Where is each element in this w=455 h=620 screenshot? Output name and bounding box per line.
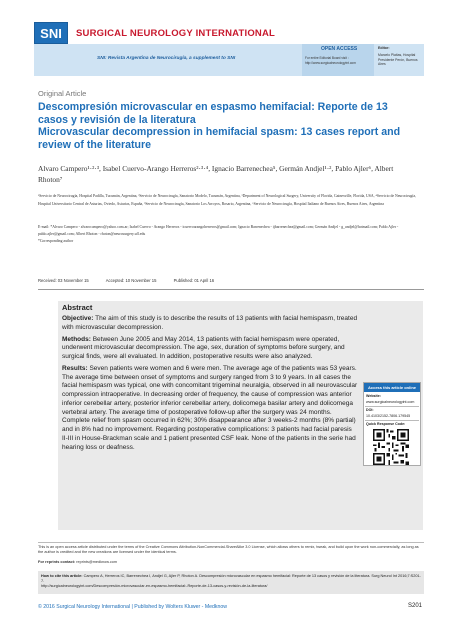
open-access-title: OPEN ACCESS bbox=[321, 46, 358, 52]
doi-label: DOI: bbox=[366, 408, 374, 412]
abstract-methods bbox=[62, 336, 358, 362]
footer-divider bbox=[38, 542, 424, 543]
article-type: Original Article bbox=[38, 89, 87, 98]
date-published: Published: 01 April 16 bbox=[173, 278, 215, 283]
article-title bbox=[38, 101, 418, 151]
qr-label: Quick Response Code: bbox=[366, 422, 406, 426]
qr-code-icon[interactable] bbox=[373, 429, 409, 465]
methods-text: Between June 2005 and May 2014, 13 patients with facial hemispasm were operated, underwent microvascular decompression. The age, sex, duration of symptoms before surgery, and surgical finds, were all evaluated. In addition, postoperative results were also analyzed. bbox=[62, 335, 345, 360]
results-label: Results: bbox=[62, 364, 88, 372]
email-list[interactable]: E-mail: *Alvaro Campero - alvarocampero@yahoo.com.ar; Isabel Cuervo - Arango Herreros - icuervoarangoherreros@gmail.com; Ignacio Barrenechea - ijbarrenechea@gmail.com; Germán Andjel - g_andjel@hotmail.com; Pablo Ajler - pablo.ajler@gmail.com; Albert Rhoton - rhoton@neurosurgery.ufl.edu bbox=[38, 225, 399, 237]
copyright: © 2016 Surgical Neurology International | Published by Wolters Kluwer - Medknow bbox=[38, 604, 228, 610]
open-access-text[interactable]: For entire Editorial Board visit : http://www.surgicalneurologyint.com bbox=[305, 56, 356, 65]
journal-logo: SNI bbox=[34, 22, 68, 44]
reprints-line bbox=[38, 560, 117, 564]
reprints-email[interactable]: reprints@medknow.com bbox=[76, 560, 117, 564]
date-received: Received: 03 November 15 bbox=[38, 278, 89, 283]
journal-tagline: SNI: Revista Argentina de Neurocirugía, a supplement to SNI bbox=[97, 56, 236, 61]
date-accepted: Accepted: 10 November 15 bbox=[105, 278, 157, 283]
objective-label: Objective: bbox=[62, 315, 94, 322]
author-emails bbox=[38, 224, 420, 245]
citation-text bbox=[41, 574, 421, 590]
objective-text: The aim of this study is to describe the results of 13 patients with facial hemispasm, treated with microvascular decompression. bbox=[62, 315, 358, 331]
methods-label: Methods: bbox=[62, 335, 91, 343]
corresponding-note: *Corresponding author bbox=[38, 239, 74, 244]
cite-url[interactable]: http://surgicalneurologyint.com/Descompresión-microvascular-en-espasmo-hemifacial:-Reporte-de-13-casos-y-revisión-de-la-literatura/ bbox=[41, 584, 268, 589]
editor-label: Editor: bbox=[378, 46, 390, 50]
title-english: Microvascular decompression in hemifacial spasm: 13 cases report and review of the literature bbox=[38, 126, 401, 151]
abstract-objective bbox=[62, 315, 358, 333]
license-text: This is an open access article distributed under the terms of the Creative Commons Attribution-NonCommercial-ShareAlike 3.0 License, which allows others to remix, tweak, and build upon the work non-commercially, as long as the author is credited and the new creations are licensed under the identical terms. bbox=[38, 545, 419, 555]
page-number: S201 bbox=[408, 603, 423, 609]
editor-text: Marcelo Plaitas, Hospital Presidente Perón, Buenos Aires bbox=[378, 53, 418, 67]
abstract-body bbox=[62, 315, 358, 455]
title-spanish: Descompresión microvascular en espasmo hemifacial: Reporte de 13 casos y revisión de la literatura bbox=[38, 101, 388, 126]
abstract-results bbox=[62, 365, 358, 453]
author-list: Alvaro Campero¹·²·³, Isabel Cuervo-Arango Herreros²·³·⁴, Ignacio Barrenechea⁵, Germán Andjel¹·², Pablo Ajler⁶, Albert Rhoton⁷ bbox=[38, 164, 394, 185]
results-text: Seven patients were women and 6 were men. The average age of the patients was 53 years. The average time between onset of symptoms and surgery ranged from 3 to 9 years. In all cases the facial hemispasm was typical, one with concomitant trigeminal neuralgia, observed in all neurovascular compression intraoperative. In decreasing order of frequency, the cause of compression was anterior inferior cerebellar artery, posterior inferior cerebellar artery, dolicomega basilar artery and dolicomega vertebral artery. The average time of postoperative follow-up after the surgery was 24 months. Complete relief from spasm occurred in 62%; 30% disappearance after 3 weeks-2 months (8% partial) and in 8% had no improvement. Regarding postoperative complications: 3 patients had facial paresis II-III in House-Brackman scale and 1 patient presented CSF leak. None of the patients in the serie had hearing loss or deafness. bbox=[62, 364, 358, 451]
affiliations: ¹Servicio de Neurocirugía, Hospital Padilla, Tucumán, Argentina, ²Servicio de Neurocirugía, Sanatorio Modelo, Tucumán, Argentina, ³Department of Neurological Surgery, University of Florida, Gainesville, Florida, USA, ⁴Servicio de Neurocirugía, Hospital Universitario Central de Asturias, Oviedo, Asturias, España, ⁵Servicio de Neurocirugía, Sanatorio Los Arroyos, Rosario, Argentina, ⁶Servicio de Neurocirugía, Hospital Italiano de Buenos Aires, Buenos Aires, Argentina bbox=[38, 194, 416, 207]
panel-divider bbox=[365, 406, 419, 407]
reprints-label: For reprints contact: bbox=[38, 560, 76, 564]
journal-name: SURGICAL NEUROLOGY INTERNATIONAL bbox=[76, 28, 276, 39]
panel-divider bbox=[365, 420, 419, 421]
cite-label: How to cite this article: bbox=[41, 574, 83, 578]
divider bbox=[38, 289, 424, 290]
website-link[interactable]: www.surgicalneurologyint.com bbox=[366, 400, 415, 404]
abstract-heading: Abstract bbox=[62, 303, 93, 312]
website-label: Website: bbox=[366, 394, 381, 398]
article-dates bbox=[38, 278, 230, 283]
access-heading: Access this article online bbox=[364, 383, 420, 392]
cite-body: Campero A, Herreros IC, Barrenechea I, Andjel G, Ajler P, Rhoton A. Descompresión microvascular en espasmo hemifacial: Reporte de 13 casos y revisión de la literatura. Surg Neurol Int 2016;7:S201-7. bbox=[41, 574, 421, 584]
doi-link[interactable]: 10.4103/2152-7806.179545 bbox=[366, 414, 411, 418]
